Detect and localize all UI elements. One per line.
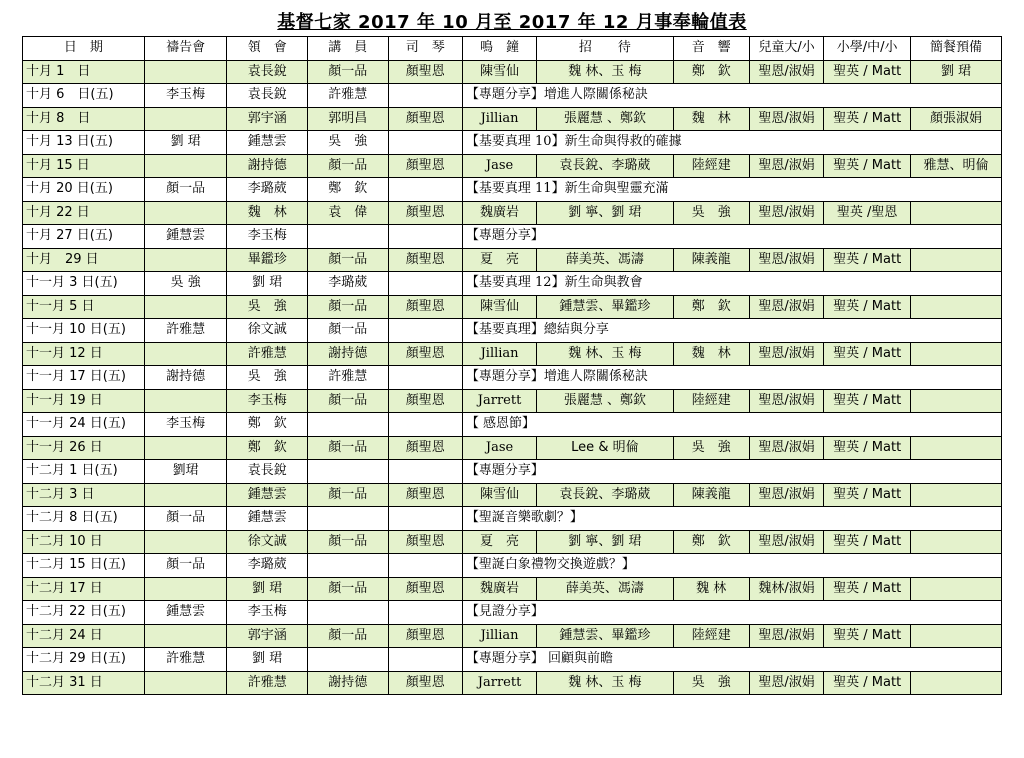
usher-cell: 張麗慧 、鄭欽 — [537, 107, 673, 131]
leader-cell: 袁長銳 — [227, 460, 308, 484]
piano-cell — [388, 601, 462, 625]
prayer-cell — [144, 154, 227, 178]
prayer-cell: 劉珺 — [144, 460, 227, 484]
sound-cell: 陸經建 — [673, 389, 749, 413]
piano-cell: 顏聖恩 — [388, 577, 462, 601]
sound-cell: 陳義龍 — [673, 483, 749, 507]
event-note-cell: 【聖誕白象禮物交換遊戲？】 — [462, 554, 1001, 578]
sound-cell: 吳 強 — [673, 201, 749, 225]
kids-class-cell: 聖恩/淑娟 — [749, 342, 823, 366]
piano-cell: 顏聖恩 — [388, 295, 462, 319]
piano-cell: 顏聖恩 — [388, 530, 462, 554]
prayer-cell — [144, 436, 227, 460]
prayer-cell — [144, 60, 227, 84]
bell-cell: 陳雪仙 — [462, 60, 536, 84]
table-row — [23, 295, 1002, 319]
piano-cell — [388, 225, 462, 249]
bell-cell: 夏 亮 — [462, 530, 536, 554]
leader-cell: 鍾慧雲 — [227, 131, 308, 155]
date-cell: 十一月 5 日 — [23, 295, 145, 319]
prayer-cell — [144, 342, 227, 366]
leader-cell: 李玉梅 — [227, 601, 308, 625]
table-row — [23, 601, 1002, 625]
prayer-cell — [144, 530, 227, 554]
sound-cell: 吳 強 — [673, 671, 749, 695]
usher-cell: 魏 林、玉 梅 — [537, 342, 673, 366]
meal-cell — [911, 389, 1002, 413]
meal-cell — [911, 436, 1002, 460]
speaker-cell: 顏一品 — [308, 319, 389, 343]
date-cell: 十月 20 日(五) — [23, 178, 145, 202]
meal-cell: 劉 珺 — [911, 60, 1002, 84]
sound-cell: 鄭 欽 — [673, 60, 749, 84]
usher-cell: 袁長銳、李璐葳 — [537, 483, 673, 507]
speaker-cell — [308, 648, 389, 672]
speaker-cell: 許雅慧 — [308, 84, 389, 108]
speaker-cell: 許雅慧 — [308, 366, 389, 390]
bell-cell: 陳雪仙 — [462, 483, 536, 507]
date-cell: 十一月 19 日 — [23, 389, 145, 413]
piano-cell — [388, 319, 462, 343]
header-leader: 領 會 — [227, 37, 308, 61]
table-row — [23, 178, 1002, 202]
speaker-cell: 李璐葳 — [308, 272, 389, 296]
table-row — [23, 413, 1002, 437]
speaker-cell: 顏一品 — [308, 483, 389, 507]
table-row — [23, 272, 1002, 296]
school-class-cell: 聖英 / Matt — [824, 671, 911, 695]
piano-cell: 顏聖恩 — [388, 389, 462, 413]
school-class-cell: 聖英 / Matt — [824, 483, 911, 507]
speaker-cell: 顏一品 — [308, 624, 389, 648]
usher-cell: 魏 林、玉 梅 — [537, 60, 673, 84]
leader-cell: 魏 林 — [227, 201, 308, 225]
date-cell: 十月 8 日 — [23, 107, 145, 131]
kids-class-cell: 聖恩/淑娟 — [749, 530, 823, 554]
usher-cell: 張麗慧 、鄭欽 — [537, 389, 673, 413]
school-class-cell: 聖英 / Matt — [824, 530, 911, 554]
prayer-cell — [144, 201, 227, 225]
meal-cell — [911, 530, 1002, 554]
piano-cell: 顏聖恩 — [388, 436, 462, 460]
prayer-cell: 鍾慧雲 — [144, 225, 227, 249]
leader-cell: 劉 珺 — [227, 577, 308, 601]
speaker-cell: 顏一品 — [308, 154, 389, 178]
bell-cell: Jarrett — [462, 389, 536, 413]
piano-cell: 顏聖恩 — [388, 342, 462, 366]
header-piano: 司 琴 — [388, 37, 462, 61]
bell-cell: 魏廣岩 — [462, 577, 536, 601]
date-cell: 十二月 24 日 — [23, 624, 145, 648]
usher-cell: 鍾慧雲、畢鑑珍 — [537, 295, 673, 319]
speaker-cell: 顏一品 — [308, 436, 389, 460]
date-cell: 十月 22 日 — [23, 201, 145, 225]
bell-cell: Jase — [462, 154, 536, 178]
meal-cell — [911, 577, 1002, 601]
event-note-cell: 【見證分享】 — [462, 601, 1001, 625]
leader-cell: 鄭 欽 — [227, 413, 308, 437]
sound-cell: 吳 強 — [673, 436, 749, 460]
event-note-cell: 【專題分享】 回顧與前瞻 — [462, 648, 1001, 672]
piano-cell: 顏聖恩 — [388, 60, 462, 84]
kids-class-cell: 聖恩/淑娟 — [749, 295, 823, 319]
leader-cell: 劉 珺 — [227, 648, 308, 672]
piano-cell — [388, 178, 462, 202]
table-row — [23, 84, 1002, 108]
leader-cell: 袁長銳 — [227, 84, 308, 108]
prayer-cell — [144, 577, 227, 601]
bell-cell: Jillian — [462, 342, 536, 366]
piano-cell — [388, 648, 462, 672]
date-cell: 十一月 17 日(五) — [23, 366, 145, 390]
school-class-cell: 聖英 / Matt — [824, 389, 911, 413]
table-row — [23, 154, 1002, 178]
sound-cell: 鄭 欽 — [673, 295, 749, 319]
kids-class-cell: 魏林/淑娟 — [749, 577, 823, 601]
piano-cell: 顏聖恩 — [388, 201, 462, 225]
bell-cell: Jillian — [462, 107, 536, 131]
piano-cell — [388, 507, 462, 531]
sound-cell: 陸經建 — [673, 154, 749, 178]
header-speaker: 講 員 — [308, 37, 389, 61]
prayer-cell — [144, 671, 227, 695]
piano-cell — [388, 84, 462, 108]
kids-class-cell: 聖恩/淑娟 — [749, 671, 823, 695]
date-cell: 十月 27 日(五) — [23, 225, 145, 249]
header-usher: 招 待 — [537, 37, 673, 61]
kids-class-cell: 聖恩/淑娟 — [749, 201, 823, 225]
date-cell: 十二月 15 日(五) — [23, 554, 145, 578]
usher-cell: 袁長銳、李璐葳 — [537, 154, 673, 178]
table-row — [23, 60, 1002, 84]
usher-cell: 薛美英、馮濤 — [537, 248, 673, 272]
prayer-cell: 顏一品 — [144, 178, 227, 202]
page-title: 基督七家 2017 年 10 月至 2017 年 12 月事奉輪值表 — [277, 12, 747, 33]
table-row — [23, 131, 1002, 155]
prayer-cell: 李玉梅 — [144, 413, 227, 437]
leader-cell: 李玉梅 — [227, 225, 308, 249]
prayer-cell: 謝持德 — [144, 366, 227, 390]
bell-cell: Jarrett — [462, 671, 536, 695]
speaker-cell: 謝持德 — [308, 671, 389, 695]
leader-cell: 鄭 欽 — [227, 436, 308, 460]
header-date: 日 期 — [23, 37, 145, 61]
header-prayer: 禱告會 — [144, 37, 227, 61]
leader-cell: 郭宇涵 — [227, 624, 308, 648]
speaker-cell: 顏一品 — [308, 577, 389, 601]
school-class-cell: 聖英 / Matt — [824, 107, 911, 131]
prayer-cell: 顏一品 — [144, 554, 227, 578]
table-row — [23, 624, 1002, 648]
leader-cell: 李璐葳 — [227, 554, 308, 578]
meal-cell — [911, 483, 1002, 507]
sound-cell: 陳義龍 — [673, 248, 749, 272]
table-row — [23, 248, 1002, 272]
leader-cell: 郭宇涵 — [227, 107, 308, 131]
table-row — [23, 648, 1002, 672]
speaker-cell: 顏一品 — [308, 295, 389, 319]
date-cell: 十二月 29 日(五) — [23, 648, 145, 672]
prayer-cell — [144, 624, 227, 648]
date-cell: 十一月 3 日(五) — [23, 272, 145, 296]
date-cell: 十二月 3 日 — [23, 483, 145, 507]
speaker-cell — [308, 413, 389, 437]
kids-class-cell: 聖恩/淑娟 — [749, 436, 823, 460]
header-sound: 音 響 — [673, 37, 749, 61]
school-class-cell: 聖英 /聖恩 — [824, 201, 911, 225]
speaker-cell — [308, 507, 389, 531]
date-cell: 十一月 10 日(五) — [23, 319, 145, 343]
piano-cell — [388, 413, 462, 437]
event-note-cell: 【基要真理 10】新生命與得救的確據 — [462, 131, 1001, 155]
leader-cell: 李璐葳 — [227, 178, 308, 202]
leader-cell: 畢鑑珍 — [227, 248, 308, 272]
date-cell: 十一月 26 日 — [23, 436, 145, 460]
piano-cell — [388, 272, 462, 296]
sound-cell: 鄭 欽 — [673, 530, 749, 554]
date-cell: 十一月 12 日 — [23, 342, 145, 366]
school-class-cell: 聖英 / Matt — [824, 248, 911, 272]
piano-cell: 顏聖恩 — [388, 107, 462, 131]
header-meal: 簡餐預備 — [911, 37, 1002, 61]
prayer-cell: 李玉梅 — [144, 84, 227, 108]
piano-cell — [388, 366, 462, 390]
leader-cell: 許雅慧 — [227, 342, 308, 366]
event-note-cell: 【聖誕音樂歌劇？】 — [462, 507, 1001, 531]
event-note-cell: 【基要真理】總結與分享 — [462, 319, 1001, 343]
meal-cell — [911, 295, 1002, 319]
kids-class-cell: 聖恩/淑娟 — [749, 248, 823, 272]
table-row — [23, 671, 1002, 695]
leader-cell: 鍾慧雲 — [227, 507, 308, 531]
speaker-cell: 顏一品 — [308, 60, 389, 84]
speaker-cell: 郭明昌 — [308, 107, 389, 131]
kids-class-cell: 聖恩/淑娟 — [749, 389, 823, 413]
roster-body — [23, 60, 1002, 695]
date-cell: 十月 29 日 — [23, 248, 145, 272]
usher-cell: 劉 寧、劉 珺 — [537, 201, 673, 225]
piano-cell: 顏聖恩 — [388, 154, 462, 178]
date-cell: 十月 15 日 — [23, 154, 145, 178]
speaker-cell: 謝持德 — [308, 342, 389, 366]
event-note-cell: 【基要真理 12】新生命與教會 — [462, 272, 1001, 296]
duty-roster-table — [22, 36, 1002, 695]
table-row — [23, 201, 1002, 225]
kids-class-cell: 聖恩/淑娟 — [749, 107, 823, 131]
sound-cell: 魏 林 — [673, 107, 749, 131]
speaker-cell: 顏一品 — [308, 530, 389, 554]
speaker-cell — [308, 460, 389, 484]
sound-cell: 魏 林 — [673, 342, 749, 366]
bell-cell: 魏廣岩 — [462, 201, 536, 225]
school-class-cell: 聖英 / Matt — [824, 154, 911, 178]
event-note-cell: 【專題分享】 — [462, 460, 1001, 484]
speaker-cell: 鄭 欽 — [308, 178, 389, 202]
speaker-cell: 吳 強 — [308, 131, 389, 155]
table-row — [23, 483, 1002, 507]
speaker-cell — [308, 554, 389, 578]
table-row — [23, 554, 1002, 578]
meal-cell — [911, 671, 1002, 695]
meal-cell — [911, 201, 1002, 225]
kids-class-cell: 聖恩/淑娟 — [749, 154, 823, 178]
table-row — [23, 107, 1002, 131]
leader-cell: 吳 強 — [227, 366, 308, 390]
event-note-cell: 【基要真理 11】新生命與聖靈充滿 — [462, 178, 1001, 202]
date-cell: 十月 1 日 — [23, 60, 145, 84]
event-note-cell: 【專題分享】增進人際關係秘訣 — [462, 366, 1001, 390]
date-cell: 十二月 8 日(五) — [23, 507, 145, 531]
table-row — [23, 366, 1002, 390]
leader-cell: 謝持德 — [227, 154, 308, 178]
date-cell: 十二月 31 日 — [23, 671, 145, 695]
meal-cell — [911, 248, 1002, 272]
school-class-cell: 聖英 / Matt — [824, 436, 911, 460]
date-cell: 十二月 22 日(五) — [23, 601, 145, 625]
leader-cell: 袁長銳 — [227, 60, 308, 84]
date-cell: 十一月 24 日(五) — [23, 413, 145, 437]
event-note-cell: 【 感恩節】 — [462, 413, 1001, 437]
usher-cell: Lee & 明倫 — [537, 436, 673, 460]
date-cell: 十月 6 日(五) — [23, 84, 145, 108]
school-class-cell: 聖英 / Matt — [824, 60, 911, 84]
table-row — [23, 342, 1002, 366]
speaker-cell — [308, 225, 389, 249]
table-row — [23, 577, 1002, 601]
usher-cell: 薛美英、馮濤 — [537, 577, 673, 601]
leader-cell: 鍾慧雲 — [227, 483, 308, 507]
leader-cell: 李玉梅 — [227, 389, 308, 413]
school-class-cell: 聖英 / Matt — [824, 624, 911, 648]
header-kids: 兒童大/小 — [749, 37, 823, 61]
speaker-cell: 袁 偉 — [308, 201, 389, 225]
prayer-cell: 許雅慧 — [144, 319, 227, 343]
header-school: 小學/中/小 — [824, 37, 911, 61]
prayer-cell — [144, 248, 227, 272]
prayer-cell: 許雅慧 — [144, 648, 227, 672]
kids-class-cell: 聖恩/淑娟 — [749, 483, 823, 507]
prayer-cell — [144, 483, 227, 507]
kids-class-cell: 聖恩/淑娟 — [749, 624, 823, 648]
piano-cell: 顏聖恩 — [388, 248, 462, 272]
table-row — [23, 530, 1002, 554]
meal-cell: 顏張淑娟 — [911, 107, 1002, 131]
usher-cell: 魏 林、玉 梅 — [537, 671, 673, 695]
school-class-cell: 聖英 / Matt — [824, 342, 911, 366]
leader-cell: 徐文誠 — [227, 530, 308, 554]
leader-cell: 劉 珺 — [227, 272, 308, 296]
header-bell: 鳴 鐘 — [462, 37, 536, 61]
table-row — [23, 225, 1002, 249]
date-cell: 十二月 17 日 — [23, 577, 145, 601]
table-row — [23, 507, 1002, 531]
meal-cell — [911, 342, 1002, 366]
table-row — [23, 460, 1002, 484]
speaker-cell — [308, 601, 389, 625]
prayer-cell: 劉 珺 — [144, 131, 227, 155]
kids-class-cell: 聖恩/淑娟 — [749, 60, 823, 84]
prayer-cell: 吳 強 — [144, 272, 227, 296]
meal-cell — [911, 624, 1002, 648]
prayer-cell: 顏一品 — [144, 507, 227, 531]
header-row — [23, 37, 1002, 61]
bell-cell: 陳雪仙 — [462, 295, 536, 319]
leader-cell: 吳 強 — [227, 295, 308, 319]
prayer-cell — [144, 107, 227, 131]
piano-cell: 顏聖恩 — [388, 671, 462, 695]
table-row — [23, 389, 1002, 413]
bell-cell: Jase — [462, 436, 536, 460]
piano-cell: 顏聖恩 — [388, 483, 462, 507]
event-note-cell: 【專題分享】 — [462, 225, 1001, 249]
speaker-cell: 顏一品 — [308, 389, 389, 413]
school-class-cell: 聖英 / Matt — [824, 295, 911, 319]
bell-cell: 夏 亮 — [462, 248, 536, 272]
table-row — [23, 319, 1002, 343]
piano-cell — [388, 131, 462, 155]
date-cell: 十月 13 日(五) — [23, 131, 145, 155]
prayer-cell — [144, 295, 227, 319]
leader-cell: 徐文誠 — [227, 319, 308, 343]
date-cell: 十二月 1 日(五) — [23, 460, 145, 484]
prayer-cell: 鍾慧雲 — [144, 601, 227, 625]
school-class-cell: 聖英 / Matt — [824, 577, 911, 601]
prayer-cell — [144, 389, 227, 413]
piano-cell: 顏聖恩 — [388, 624, 462, 648]
sound-cell: 陸經建 — [673, 624, 749, 648]
piano-cell — [388, 554, 462, 578]
usher-cell: 鍾慧雲、畢鑑珍 — [537, 624, 673, 648]
piano-cell — [388, 460, 462, 484]
usher-cell: 劉 寧、劉 珺 — [537, 530, 673, 554]
table-row — [23, 436, 1002, 460]
speaker-cell: 顏一品 — [308, 248, 389, 272]
leader-cell: 許雅慧 — [227, 671, 308, 695]
meal-cell: 雅慧、明倫 — [911, 154, 1002, 178]
date-cell: 十二月 10 日 — [23, 530, 145, 554]
bell-cell: Jillian — [462, 624, 536, 648]
sound-cell: 魏 林 — [673, 577, 749, 601]
event-note-cell: 【專題分享】增進人際關係秘訣 — [462, 84, 1001, 108]
